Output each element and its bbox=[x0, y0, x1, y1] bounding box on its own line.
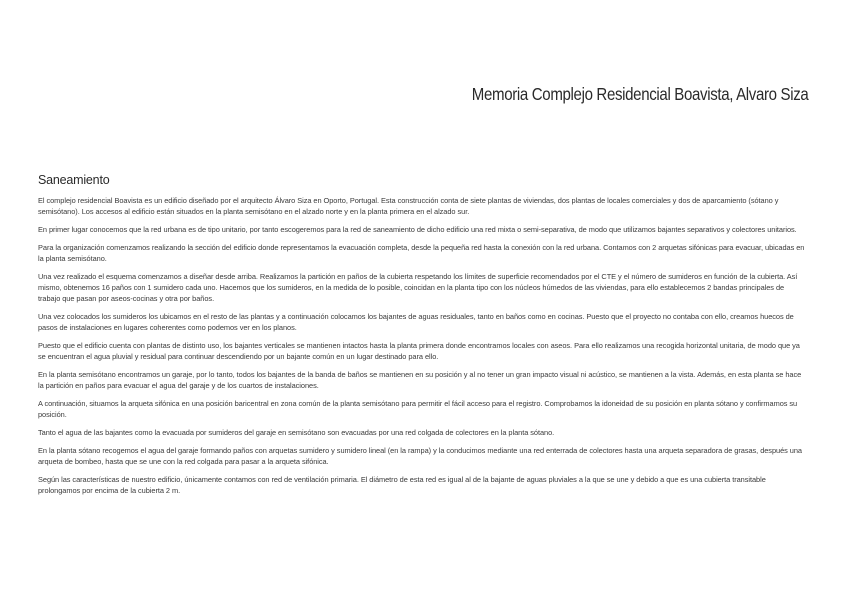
paragraph-6: Puesto que el edificio cuenta con plantas de distinto uso, los bajantes verticales se mantienen intactos hasta la planta primera donde encontramos locales con aseos. Para ello realizamos una recogida horizontal unitaria, de modo que ya se encuentran el agua pluvial y residual para continuar descendiendo por un bajante común en un lugar destinado para ello. bbox=[38, 341, 800, 362]
paragraph-3: Para la organización comenzamos realizando la sección del edificio donde representamos la evacuación completa, desde la pequeña red hasta la conexión con la red urbana. Contamos con 2 arquetas sifónicas para evacuar, ubicadas en la planta semisótano. bbox=[38, 242, 805, 263]
paragraph-9: Tanto el agua de las bajantes como la evacuada por sumideros del garaje en semisótano son evacuadas por una red colgada de colectores en la planta sótano. bbox=[38, 428, 555, 437]
paragraph-8: A continuación, situamos la arqueta sifónica en una posición baricentral en zona común de la planta semisótano para permitir el fácil acceso para el registro. Comprobamos la idoneidad de su posición en planta sótano y confirmamos su posición. bbox=[38, 399, 798, 420]
paragraph-10: En la planta sótano recogemos el agua del garaje formando paños con arquetas sumidero y sumidero lineal (en la rampa) y la conducimos mediante una red enterrada de colectores hasta una arqueta separadora de grasas, después una arqueta de bombeo, hasta que se une con la red colgada para pasar a la arqueta sifónica. bbox=[38, 445, 802, 466]
paragraph-11: Según las características de nuestro edificio, únicamente contamos con red de ventilación primaria. El diámetro de esta red es igual al de la bajante de aguas pluviales a la que se une y debido a que es una cubierta transitable prolongamos por encima de la cubierta 2 m. bbox=[38, 474, 766, 495]
paragraph-4: Una vez realizado el esquema comenzamos a diseñar desde arriba. Realizamos la partición en paños de la cubierta respetando los límites de superficie recomendados por el CTE y el número de sumideros en función de la cubierta. Así mismo, obtenemos 16 paños con 1 sumidero cada uno. Hacemos que los sumideros, en la medida de lo posible, coincidan en la planta tipo con los núcleos húmedos de las viviendas, para ello establecemos 2 bandas principales de trabajo que pasan por aseos-cocinas y otra por baños. bbox=[38, 271, 798, 304]
paragraph-1: El complejo residencial Boavista es un edificio diseñado por el arquitecto Álvaro Siza en Oporto, Portugal. Esta construcción conta de siete plantas de viviendas, dos plantas de locales comerciales y dos de aparcamiento (sótano y semisótano). Los accesos al edificio están situados en la planta semisótano en el alzado norte y en la planta primera en el alzado sur. bbox=[38, 196, 779, 217]
section-heading: Saneamiento bbox=[38, 173, 110, 187]
page-title: Memoria Complejo Residencial Boavista, Alvaro Siza bbox=[471, 84, 808, 104]
paragraph-5: Una vez colocados los sumideros los ubicamos en el resto de las plantas y a continuación colocamos los bajantes de aguas residuales, tanto en baños como en cocinas. Puesto que el proyecto no contaba con ello, creamos huecos de pasos de instalaciones en lugares coherentes como podemos ver en los planos. bbox=[38, 312, 794, 333]
paragraph-2: En primer lugar conocemos que la red urbana es de tipo unitario, por tanto escogeremos para la red de saneamiento de dicho edificio una red mixta o semi-separativa, de modo que utilizamos bajantes separativos y colectores unitarios. bbox=[38, 225, 797, 234]
paragraph-7: En la planta semisótano encontramos un garaje, por lo tanto, todos los bajantes de la banda de baños se mantienen en su posición y al no tener un gran impacto visual ni acústico, se mantienen a la vista. Además, en esta planta se hace la partición en paños para evacuar el agua del garaje y de los cuartos de instalaciones. bbox=[38, 370, 802, 391]
document-body bbox=[38, 173, 808, 503]
